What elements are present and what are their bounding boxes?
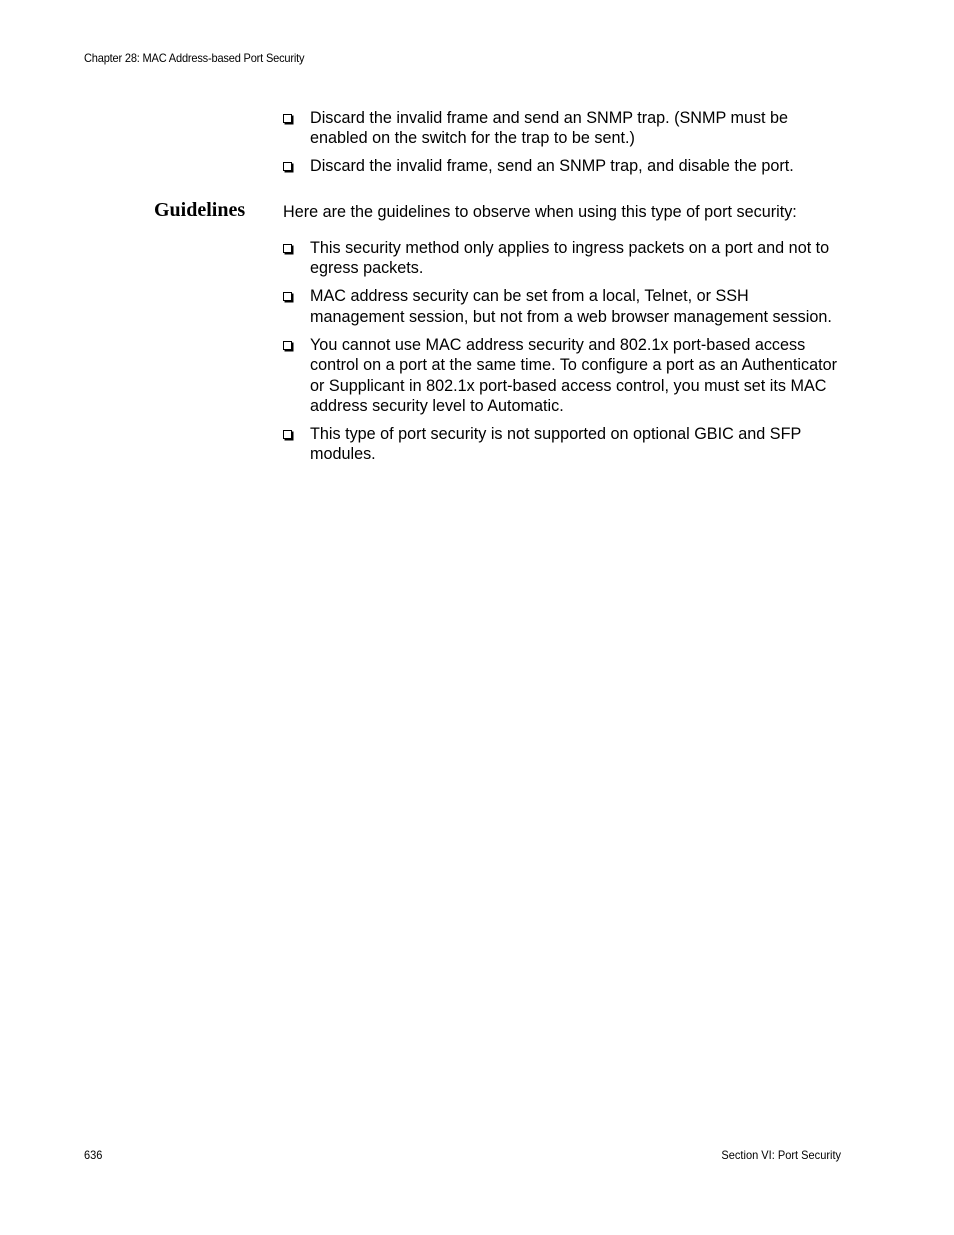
actions-list — [283, 108, 843, 184]
list-item-text: You cannot use MAC address security and 802.1x port-based access control on a port at the same time. To configure a port as an Authenticator or Supplicant in 802.1x port-based access control, you must set its MAC address security level to Automatic. — [310, 335, 838, 416]
checkbox-bullet-icon — [283, 244, 292, 253]
checkbox-bullet-icon — [283, 292, 292, 301]
running-footer-section: Section VI: Port Security — [721, 1148, 841, 1162]
checkbox-bullet-icon — [283, 162, 292, 171]
checkbox-bullet-icon — [283, 430, 292, 439]
list-item-text: MAC address security can be set from a local, Telnet, or SSH management session, but not from a web browser management session. — [310, 287, 832, 326]
guidelines-intro: Here are the guidelines to observe when using this type of port security: — [283, 203, 797, 221]
list-item — [283, 424, 843, 465]
list-item — [283, 108, 843, 149]
list-item-text: This type of port security is not supported on optional GBIC and SFP modules. — [310, 425, 801, 464]
list-item-text: This security method only applies to ingress packets on a port and not to egress packets. — [310, 239, 830, 278]
page-number: 636 — [84, 1148, 103, 1162]
guidelines-list — [283, 238, 843, 472]
section-heading-guidelines: Guidelines — [154, 199, 246, 221]
list-item-text: Discard the invalid frame, send an SNMP trap, and disable the port. — [310, 157, 794, 176]
list-item — [283, 286, 843, 327]
list-item — [283, 238, 843, 279]
list-item-text: Discard the invalid frame and send an SNMP trap. (SNMP must be enabled on the switch for the trap to be sent.) — [310, 109, 789, 148]
list-item — [283, 156, 843, 176]
checkbox-bullet-icon — [283, 114, 292, 123]
checkbox-bullet-icon — [283, 341, 292, 350]
running-header: Chapter 28: MAC Address-based Port Security — [84, 51, 305, 65]
list-item — [283, 335, 843, 417]
